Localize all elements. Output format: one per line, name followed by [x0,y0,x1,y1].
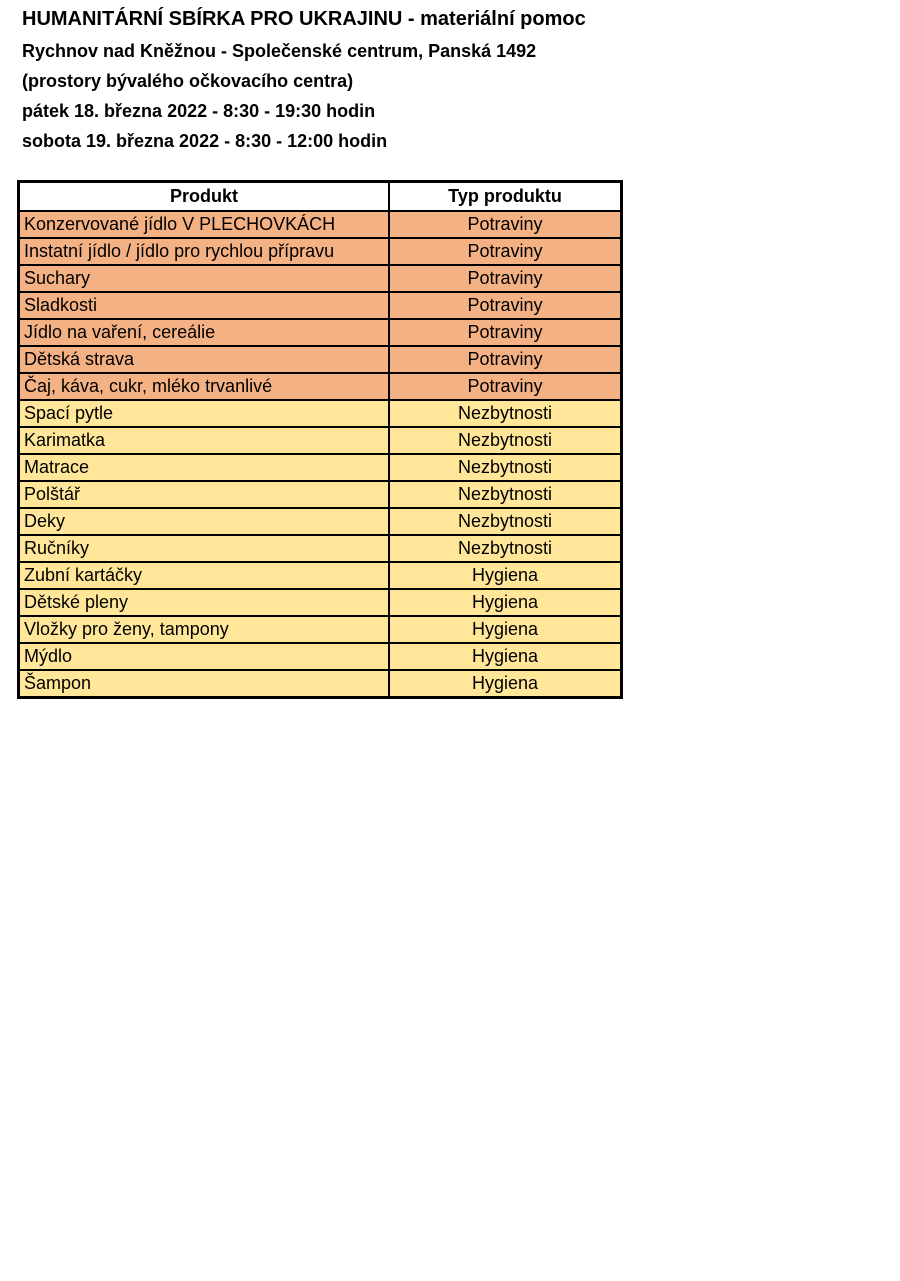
product-cell: Šampon [19,670,390,698]
product-cell: Konzervované jídlo V PLECHOVKÁCH [19,211,390,238]
table-row [19,643,622,670]
table-row [19,292,622,319]
table-row [19,454,622,481]
table-row [19,211,622,238]
product-type-cell: Nezbytnosti [389,400,622,427]
product-cell: Spací pytle [19,400,390,427]
product-type-cell: Hygiena [389,562,622,589]
product-type-cell: Nezbytnosti [389,454,622,481]
product-type-cell: Hygiena [389,589,622,616]
product-cell: Dětské pleny [19,589,390,616]
table-row [19,238,622,265]
product-cell: Sladkosti [19,292,390,319]
product-cell: Mýdlo [19,643,390,670]
table-row [19,346,622,373]
product-cell: Instatní jídlo / jídlo pro rychlou přípravu [19,238,390,265]
product-cell: Matrace [19,454,390,481]
product-type-cell: Nezbytnosti [389,427,622,454]
date-saturday: sobota 19. března 2022 - 8:30 - 12:00 hodin [22,131,388,151]
product-type-cell: Potraviny [389,373,622,400]
product-type-cell: Hygiena [389,643,622,670]
product-type-cell: Potraviny [389,265,622,292]
column-header-product: Produkt [19,182,390,212]
table-row [19,427,622,454]
table-row [19,400,622,427]
column-header-type: Typ produktu [389,182,622,212]
location-note: (prostory bývalého očkovacího centra) [22,71,354,91]
product-type-cell: Potraviny [389,346,622,373]
product-cell: Deky [19,508,390,535]
product-cell: Jídlo na vaření, cereálie [19,319,390,346]
table-row [19,481,622,508]
product-cell: Dětská strava [19,346,390,373]
table-row [19,562,622,589]
product-type-cell: Nezbytnosti [389,508,622,535]
product-type-cell: Nezbytnosti [389,481,622,508]
product-cell: Zubní kartáčky [19,562,390,589]
table-row [19,373,622,400]
document-title: HUMANITÁRNÍ SBÍRKA PRO UKRAJINU - materiální pomoc [22,8,586,30]
table-row [19,265,622,292]
table-row [19,616,622,643]
products-table [17,180,623,699]
product-type-cell: Nezbytnosti [389,535,622,562]
product-cell: Suchary [19,265,390,292]
date-friday: pátek 18. března 2022 - 8:30 - 19:30 hodin [22,101,376,121]
table-row [19,319,622,346]
product-cell: Vložky pro ženy, tampony [19,616,390,643]
product-cell: Polštář [19,481,390,508]
product-cell: Ručníky [19,535,390,562]
product-type-cell: Potraviny [389,292,622,319]
table-header-row [19,182,622,212]
location-line: Rychnov nad Kněžnou - Společenské centrum, Panská 1492 [22,41,537,61]
table-row [19,670,622,698]
product-type-cell: Hygiena [389,616,622,643]
document-header [22,0,586,156]
product-cell: Karimatka [19,427,390,454]
product-type-cell: Potraviny [389,238,622,265]
product-type-cell: Hygiena [389,670,622,698]
table-row [19,589,622,616]
table-body [19,211,622,698]
table-row [19,508,622,535]
product-cell: Čaj, káva, cukr, mléko trvanlivé [19,373,390,400]
table-row [19,535,622,562]
product-type-cell: Potraviny [389,211,622,238]
product-type-cell: Potraviny [389,319,622,346]
